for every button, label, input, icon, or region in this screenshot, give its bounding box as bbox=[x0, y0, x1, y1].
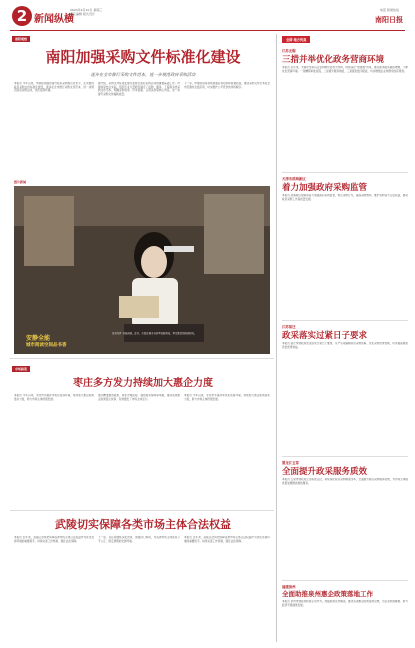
brief-2-kicker: 天津市滨海新区 bbox=[282, 177, 306, 181]
article2-column-1 bbox=[14, 394, 94, 506]
article-column-1 bbox=[14, 82, 94, 180]
header-date: 2024年4月10日 星期三 bbox=[70, 8, 103, 12]
brief-divider bbox=[282, 320, 408, 321]
article-paragraph: 本报讯 今年以来，市财政局围绕提升政府采购规范化水平，扎实推进政府采购文件标准化建设，逐步在全市推行采购文件范本，进一步规范政府采购活动，优化营商环境。 bbox=[14, 82, 94, 93]
photo-label: 图片新闻 bbox=[14, 180, 27, 184]
column-divider bbox=[276, 34, 277, 642]
photo-inset-subtitle: 城市阅读空间品书香 bbox=[26, 343, 67, 348]
header-contact: 电话 新闻热线 bbox=[380, 8, 399, 12]
main-subhead: 逐步在全市推行采购文件范本，进一步规范政府采购活动 bbox=[90, 72, 196, 77]
header-rule bbox=[10, 30, 405, 31]
section-tag: 南阳观察 bbox=[12, 36, 30, 42]
article-paragraph: 下一步，市财政局将持续加强业务培训和监督检查，推动采购文件范本在全市范围内全面应用，切实维护公平竞争的市场秩序。 bbox=[184, 82, 270, 89]
article-paragraph: 本报讯 今年以来，枣庄市多措并举优化营商环境，持续加大惠企政策落实力度，助力市场主体纾困发展。 bbox=[14, 394, 94, 401]
article-paragraph: 据介绍，采购文件标准化建设是规范政府采购活动的重要基础工作。市财政局结合实际，组织专业力量研究制定了货物、服务、工程等多类采购文件范本，明确采购需求、评审因素、合同条款等核心内容，进一步提升采购文件编制质量。 bbox=[98, 82, 180, 96]
brief-2-title: 着力加强政府采购监管 bbox=[282, 183, 368, 193]
news-photo bbox=[14, 186, 270, 354]
article-paragraph: 下一步，该区将继续深化改革，加强部门协同，为各类市场主体营造公平公正、稳定透明的发展环境。 bbox=[98, 536, 180, 543]
article-paragraph: 通过精准推送政策、简化办理流程、强化服务保障等举措，推动各项惠企政策直达快享，有效激发了市场主体活力。 bbox=[98, 394, 180, 401]
headline-3: 武陵切实保障各类市场主体合法权益 bbox=[55, 518, 231, 531]
article-paragraph: 本报讯 今年以来，枣庄市多措并举优化营商环境，持续加大惠企政策落实力度，助力市场主体纾困发展。 bbox=[184, 394, 270, 401]
right-section-ribbon: 全国·地方传真 bbox=[282, 36, 310, 43]
photo-inset bbox=[26, 333, 106, 348]
section-title: 新闻纵横 bbox=[34, 14, 74, 25]
header-meta bbox=[70, 8, 102, 16]
brief-3-title: 政采落实过紧日子要求 bbox=[282, 331, 368, 341]
brief-2-body: 本报讯 滨海新区财政局着力加强政府采购监管，规范采购行为，提高采购效率，维护采购各方合法权益，推动政府采购工作高质量发展。 bbox=[282, 194, 408, 201]
article-column-3 bbox=[184, 82, 270, 180]
photo-caption: 读书为伴 书香满城。近日，市民在城市书房里安静阅读，享受惬意的阅读时光。 bbox=[112, 332, 197, 335]
article2-column-2 bbox=[98, 394, 180, 506]
brief-5-kicker: 福建泉州 bbox=[282, 585, 296, 589]
brief-3-kicker: 江苏宿迁 bbox=[282, 325, 296, 329]
article3-column-2 bbox=[98, 536, 180, 642]
section-divider-2 bbox=[10, 510, 274, 511]
article2-column-3 bbox=[184, 394, 270, 506]
brief-5-title: 全面助推泉州惠企政策落地工作 bbox=[282, 590, 373, 598]
brief-1-kicker: 江苏无锡 bbox=[282, 49, 296, 53]
article3-column-3 bbox=[184, 536, 270, 642]
reading-woman-illustration bbox=[14, 186, 270, 354]
photo-inset-title: 安静全能 bbox=[26, 335, 51, 342]
article-column-2 bbox=[98, 82, 180, 180]
newspaper-logo: 南阳日报 bbox=[375, 15, 403, 24]
brief-1-body: 本报讯 近年来，无锡市坚持以企业和群众需求为导向，持续深化“放管服”改革，推动政务服务提质增效，不断优化营商环境。一是精简审批流程，二是提升服务效能，三是强化数字赋能，切实增强企业和群众的获得感。 bbox=[282, 66, 408, 73]
brief-4-kicker: 黑龙江五常 bbox=[282, 461, 299, 465]
main-headline: 南阳加强采购文件标准化建设 bbox=[45, 48, 241, 66]
section-tag-2: 市场纵览 bbox=[12, 366, 30, 372]
brief-3-body: 本报讯 宿迁市财政局坚决落实过紧日子要求，从严从紧编制政府采购预算，优化采购需求管理，切实提高财政资金使用效益。 bbox=[282, 342, 408, 349]
header-editor: 责任编辑 版式设计 bbox=[70, 12, 95, 16]
brief-4-body: 本报讯 五常市财政局立足职能定位，持续深化政府采购制度改革，全面提升政府采购服务质效，为市场主体提供更加便捷高效的服务。 bbox=[282, 478, 408, 485]
brief-divider bbox=[282, 172, 408, 173]
article3-column-1 bbox=[14, 536, 94, 642]
brief-5-body: 本报讯 泉州市财政局积极主动作为，加强政策宣传解读，推动各项惠企政策落地见效，为企业纾困解难、助力经济平稳健康发展。 bbox=[282, 600, 408, 607]
page-number-badge: 2 bbox=[12, 6, 32, 26]
brief-1-title: 三措并举优化政务营商环境 bbox=[282, 55, 385, 65]
article-paragraph: 本报讯 近年来，武陵区坚持把保障各类市场主体合法权益作为优化营商环境的重要抓手，持续完善工作机制，强化法治保障。 bbox=[184, 536, 270, 543]
brief-4-title: 全面提升政采服务质效 bbox=[282, 467, 368, 477]
brief-divider bbox=[282, 456, 408, 457]
headline-2: 枣庄多方发力持续加大惠企力度 bbox=[73, 378, 213, 389]
section-divider bbox=[10, 358, 274, 359]
article-paragraph: 本报讯 近年来，武陵区坚持把保障各类市场主体合法权益作为优化营商环境的重要抓手，持续完善工作机制，强化法治保障。 bbox=[14, 536, 94, 543]
brief-divider bbox=[282, 580, 408, 581]
